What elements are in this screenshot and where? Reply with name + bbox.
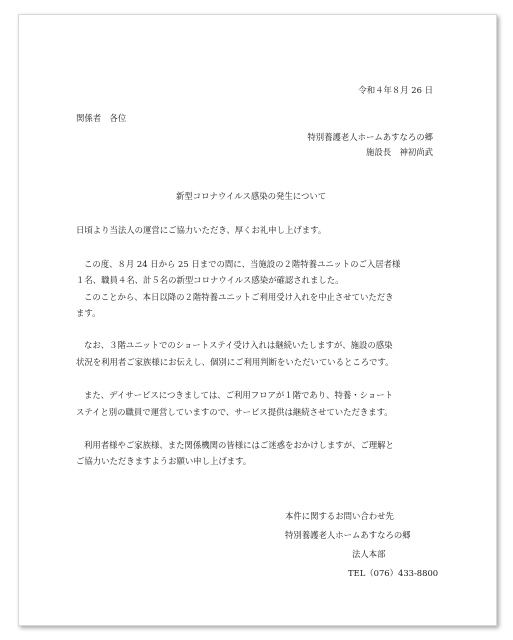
body-line: 利用者様やご家族様、また関係機関の皆様にはご迷惑をおかけしますが、ご理解と — [84, 440, 394, 450]
body-line: この度、８月 24 日から 25 日までの間に、当施設の２階特養ユニットのご入居者様 — [84, 259, 401, 269]
body-line: また、デイサービスにつきましては、ご利用フロアが１階であり、特養・ショート — [84, 390, 393, 400]
sender-organization: 特別養護老人ホームあすなろの郷 — [307, 132, 433, 142]
body-line: ご協力いただきますようお願い申し上げます。 — [76, 456, 252, 466]
body-line: 状況を利用者ご家族様にお伝えし、個別にご利用判断をいただいているところです。 — [76, 357, 394, 367]
contact-department: 法人本部 — [352, 549, 386, 559]
body-line: ステイと別の職員で運営していますので、サービス提供は継続させていただきます。 — [76, 407, 393, 417]
greeting: 日頃より当法人の運営にご協力いただき、厚くお礼申し上げます。 — [76, 225, 327, 235]
recipient: 関係者 各位 — [76, 113, 127, 123]
contact-organization: 特別養護老人ホームあすなろの郷 — [285, 530, 411, 540]
body-line: １名、職員４名、計５名の新型コロナウイルス感染が確認されました。 — [76, 275, 344, 285]
contact-telephone: TEL（076）433-8800 — [348, 568, 439, 578]
document-title: 新型コロナウイルス感染の発生について — [176, 191, 327, 201]
body-line: このことから、本日以降の２階特養ユニットご利用受け入れを中止させていただき — [84, 292, 394, 302]
body-line: なお、３階ユニットでのショートステイ受け入れは継続いたしますが、施設の感染 — [84, 340, 393, 350]
body-line: ます。 — [76, 308, 101, 318]
document-page — [18, 14, 497, 626]
document-date: 令和４年８月 26 日 — [358, 85, 433, 95]
sender-name: 施設長 神初尚武 — [366, 147, 433, 157]
contact-heading: 本件に関するお問い合わせ先 — [285, 511, 394, 521]
